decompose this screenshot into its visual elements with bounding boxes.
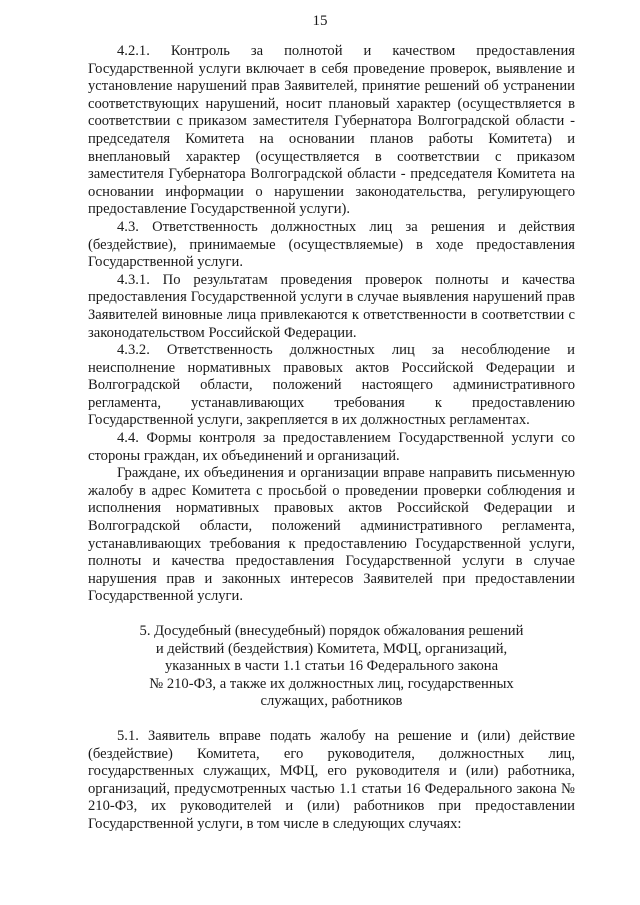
paragraph-4-3-2: 4.3.2. Ответственность должностных лиц за несоблюдение и неисполнение нормативных правовых актов Российской Федерации и Волгоградской области, положений настоящего административного регламента, устанавливающих требования к предоставлению Государственной услуги, закрепляется в их должностных регламентах. [88, 342, 575, 429]
paragraph-citizens-complaint: Граждане, их объединения и организации вправе направить письменную жалобу в адрес Комитета с просьбой о проведении проверки соблюдения и исполнения нормативных правовых актов Российской Федерации и Волгоградской области, положений административного регламента, устанавливающих требования к предоставлению Государственной услуги, полноты и качества предоставления Государственной услуги в случае нарушения прав и законных интересов Заявителей при предоставлении Государственной услуги. [88, 465, 575, 605]
document-body [88, 43, 575, 834]
paragraph-4-3-1: 4.3.1. По результатам проведения проверок полноты и качества предоставления Государственной услуги в случае выявления нарушений прав Заявителей виновные лица привлекаются к ответственности в соответствии с законодательством Российской Федерации. [88, 271, 575, 341]
paragraph-4-4: 4.4. Формы контроля за предоставлением Государственной услуги со стороны граждан, их объединений и организаций. [88, 430, 575, 464]
paragraph-4-2-1: 4.2.1. Контроль за полнотой и качеством предоставления Государственной услуги включает в себя проведение проверок, выявление и установление нарушений прав Заявителей, принятие решений об устранении соответствующих нарушений, носит плановый характер (осуществляется в соответствии с приказом заместителя Губернатора Волгоградской области - председателя Комитета на основании планов работы Комитета) и внеплановый характер (осуществляется в соответствии с приказом заместителя Губернатора Волгоградской области - председателя Комитета на основании информации о нарушении законодательства, регулирующего предоставление Государственной услуги). [88, 43, 575, 218]
section-heading-line: 5. Досудебный (внесудебный) порядок обжалования решений [139, 623, 524, 639]
paragraph-5-1: 5.1. Заявитель вправе подать жалобу на решение и (или) действие (бездействие) Комитета, его руководителя, должностных лиц, государственных служащих, МФЦ, его руководителя и (или) работника, организаций, предусмотренных частью 1.1 статьи 16 Федерального закона № 210-ФЗ, их руководителей и (или) работников при предоставлении Государственной услуги, в том числе в следующих случаях: [88, 727, 575, 832]
section-heading-line: служащих, работников [260, 693, 403, 710]
section-heading-line: указанных в части 1.1 статьи 16 Федерального закона [164, 658, 499, 675]
page-number: 15 [312, 13, 328, 29]
paragraph-4-3: 4.3. Ответственность должностных лиц за решения и действия (бездействие), принимаемые (осуществляемые) в ходе предоставления Государственной услуги. [88, 218, 575, 271]
section-heading-line: и действий (бездействия) Комитета, МФЦ, организаций, [155, 640, 508, 657]
section-heading-5 [88, 623, 575, 711]
section-heading-line: № 210-ФЗ, а также их должностных лиц, государственных [149, 675, 514, 692]
